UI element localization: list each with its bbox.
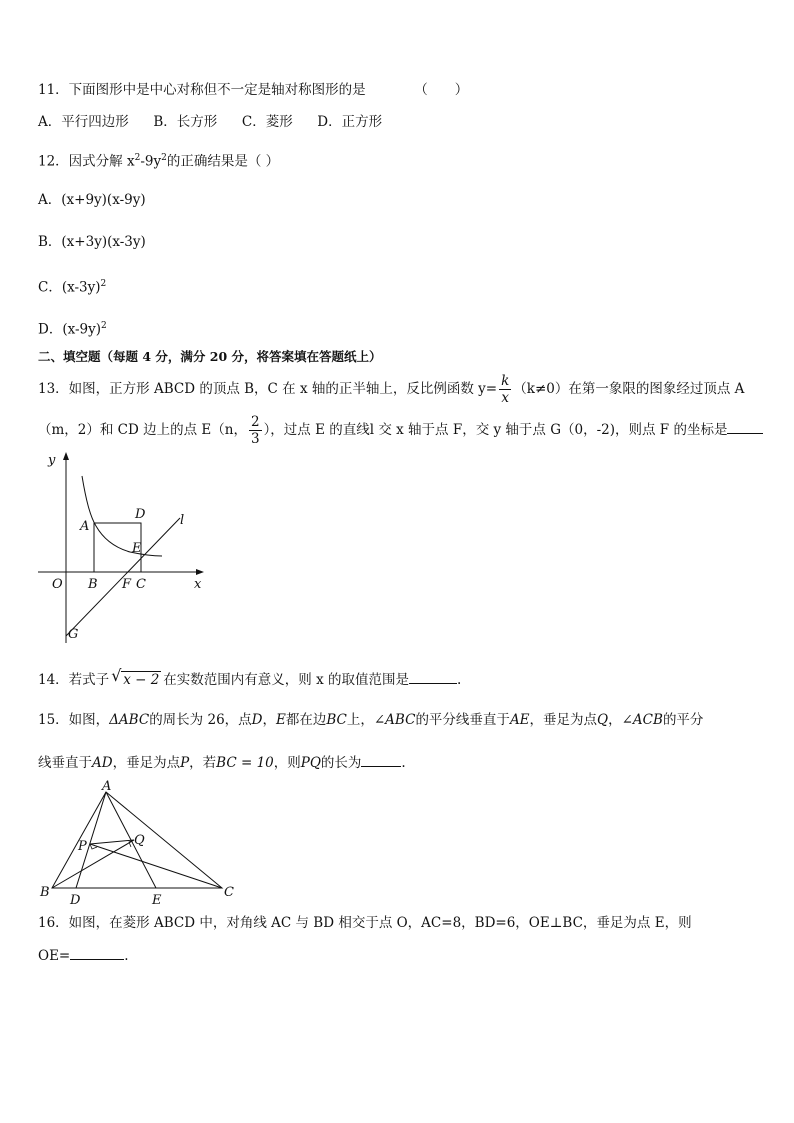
q11-option-d: D．正方形	[317, 114, 383, 130]
q15-angle-acb: ∠ACB	[621, 712, 663, 728]
q15-bc-eq: BC = 10	[216, 755, 274, 771]
q15-figure	[34, 780, 244, 908]
q11-option-a: A．平行四边形	[38, 114, 129, 130]
q14-answer-blank[interactable]	[409, 669, 457, 684]
q15-seg-bq-line	[52, 840, 134, 888]
q13-frac-num: k	[501, 373, 510, 389]
q15-l1-c: 都在边	[285, 712, 327, 728]
q13-frac2-num: 2	[250, 414, 260, 430]
q11-stem-line	[38, 80, 468, 100]
q15-point-d: D	[251, 712, 263, 728]
q15-end: .	[401, 755, 406, 771]
q13-l2-post: ），过点 E 的直线l 交 x 轴于点 F，交 y 轴于点 G（0，-2)，则点 F 的坐标是	[263, 422, 728, 438]
q11-stem: 11．下面图形中是中心对称但不一定是轴对称图形的是	[38, 82, 366, 98]
q13-label-y: y	[48, 453, 56, 468]
q15-point-q: Q	[597, 712, 609, 728]
q13-frac2-den: 3	[250, 431, 260, 447]
q14-pre: 14．若式子	[38, 672, 110, 688]
q14-sqrt: √ x − 2	[111, 666, 160, 688]
q12-stem-mid: -9y	[140, 153, 162, 170]
q15-label-d: D	[70, 893, 81, 908]
q13-label-o: O	[52, 577, 63, 592]
q15-l1-d: 上，	[346, 712, 374, 728]
q14-line	[38, 666, 462, 690]
q15-l2-d: ，则	[273, 755, 301, 771]
q12-option-d-sup: 2	[101, 321, 107, 331]
q12-stem-post: 的正确结果是（ ）	[166, 153, 280, 170]
q11-paren: （ ）	[414, 82, 469, 98]
q11-option-b: B．长方形	[153, 114, 218, 130]
q12-option-d-text: D．(x-9y)	[38, 321, 102, 338]
q15-seg-pq: PQ	[300, 755, 321, 771]
q15-angle-abc: ∠ABC	[373, 712, 416, 728]
q13-label-c: C	[136, 577, 146, 592]
q13-label-e: E	[132, 541, 142, 556]
q16-line2	[38, 945, 129, 966]
q14-post: 在实数范围内有意义，则 x 的取值范围是	[163, 672, 409, 688]
q15-label-e: E	[152, 893, 162, 908]
q15-l1-e: 的平分线垂直于	[415, 712, 510, 728]
q15-line2	[38, 752, 406, 773]
q13-label-b: B	[88, 577, 98, 592]
q15-label-p: P	[78, 839, 87, 854]
q15-label-b: B	[40, 885, 50, 900]
q12-stem-pre: 12．因式分解 x	[38, 153, 135, 170]
q15-triangle: ΔABC	[109, 712, 150, 728]
q15-l2-b: ，垂足为点	[112, 755, 181, 771]
q15-side-bc: BC	[326, 712, 347, 728]
q12-option-d	[38, 316, 107, 340]
q11-option-c: C．菱形	[241, 114, 293, 130]
q16-line1: 16．如图，在菱形 ABCD 中，对角线 AC 与 BD 相交于点 O，AC=8，BD=6，OE⊥BC，垂足为点 E，则	[38, 915, 692, 931]
q15-l2-c: ，若	[189, 755, 217, 771]
q13-l2-pre: （m，2）和 CD 边上的点 E（n，	[38, 422, 247, 438]
q15-l2-a: 线垂直于	[38, 755, 92, 771]
q16-oe: OE=	[38, 948, 71, 964]
q13-label-l: l	[180, 513, 185, 528]
q12-option-a: A．(x+9y)(x-9y)	[38, 192, 146, 208]
q13-figure	[30, 448, 215, 648]
q13-fraction-k-over-x	[499, 373, 511, 406]
q15-seg-cp-line	[90, 844, 222, 888]
q15-l2-e: 的长为	[320, 755, 362, 771]
q15-l1-b: 的周长为 26，点	[149, 712, 252, 728]
q12-sup1: 2	[134, 153, 141, 163]
q15-seg-ae: AE	[509, 712, 530, 728]
q12-option-c-sup: 2	[100, 279, 107, 289]
q13-x-axis-arrow	[196, 569, 204, 575]
q13-label-x: x	[194, 577, 202, 592]
q15-label-q: Q	[134, 833, 145, 848]
q13-answer-blank[interactable]	[727, 419, 763, 434]
q15-l1-a: 15．如图，	[38, 712, 110, 728]
q12-stem	[38, 148, 279, 172]
q13-l1-pre: 13．如图，正方形 ABCD 的顶点 B，C 在 x 轴的正半轴上，反比例函数 y=	[38, 381, 498, 397]
q13-line1	[38, 370, 744, 408]
q15-comma: ，	[262, 712, 276, 728]
q12-option-c-text: C．(x-3y)	[38, 279, 101, 296]
q13-frac-den: x	[501, 390, 509, 406]
q13-label-a: A	[80, 519, 90, 534]
q15-label-c: C	[224, 885, 234, 900]
q15-l1-g: ，	[608, 712, 622, 728]
q16-answer-blank[interactable]	[70, 945, 124, 960]
q13-line2	[38, 411, 763, 449]
q12-sup2: 2	[161, 153, 167, 163]
section-2-heading: 二、填空题（每题 4 分，满分 20 分，将答案填在答题纸上）	[38, 349, 382, 364]
q12-option-b: B．(x+3y)(x-3y)	[38, 234, 146, 250]
q12-option-c	[38, 274, 106, 298]
q16-end: .	[124, 948, 129, 964]
q14-end: .	[457, 672, 462, 688]
q13-l1-post: （k≠0）在第一象限的图象经过顶点 A	[513, 381, 745, 397]
q13-label-f: F	[122, 577, 132, 592]
q15-point-p: P	[180, 755, 190, 771]
q15-point-e: E	[276, 712, 286, 728]
q13-fraction-2-over-3	[249, 414, 262, 447]
q15-label-a: A	[102, 780, 112, 794]
q11-options	[38, 112, 382, 132]
q13-y-axis-arrow	[63, 452, 69, 460]
q15-answer-blank[interactable]	[361, 752, 401, 767]
q14-radicand: x − 2	[123, 672, 160, 688]
q15-line1	[38, 710, 703, 730]
q13-label-d: D	[135, 507, 146, 522]
q15-seg-ad: AD	[92, 755, 113, 771]
q15-l1-h: 的平分	[662, 712, 704, 728]
q15-l1-f: ，垂足为点	[529, 712, 598, 728]
q13-label-g: G	[68, 627, 79, 642]
